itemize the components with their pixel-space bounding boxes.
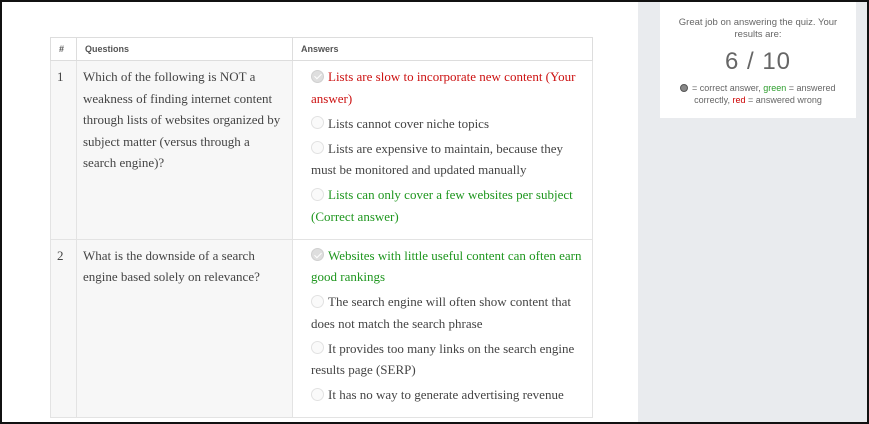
header-num: # [51,38,77,61]
answer-option [311,184,584,227]
results-message: Great job on answering the quiz. Your results are: [678,17,838,40]
answer-option [311,384,584,406]
answer-text: Lists are expensive to maintain, because they must be monitored and updated manually [311,140,564,177]
radio-empty-icon [311,116,324,129]
radio-checked-icon [311,248,324,261]
quiz-table [50,37,593,418]
legend [660,82,856,106]
question-text: What is the downside of a search engine based solely on relevance? [77,239,293,418]
question-number: 1 [51,61,77,240]
answer-option [311,245,584,288]
legend-green-word: green [763,83,787,93]
answer-option [311,291,584,334]
table-header-row [51,38,593,61]
results-card [660,2,856,118]
answer-option [311,338,584,381]
radio-empty-icon [311,295,324,308]
header-questions: Questions [77,38,293,61]
radio-empty-icon [311,388,324,401]
radio-empty-icon [311,341,324,354]
answer-text: It has no way to generate advertising revenue [328,387,564,402]
legend-green-text: = answered correctly, [694,83,836,105]
answer-text: Lists are slow to incorporate new content (Your answer) [311,69,576,106]
answers-cell [293,239,593,418]
answer-text: Lists cannot cover niche topics [328,115,490,131]
question-text: Which of the following is NOT a weakness of finding internet content through lists of websites organized by subject matter (versus through a search engine)? [77,61,293,240]
radio-dot-icon [680,84,688,92]
header-answers: Answers [293,38,593,61]
score: 6 / 10 [724,48,792,75]
answer-text: Websites with little useful content can often earn good rankings [311,247,582,284]
answer-option [311,66,584,109]
radio-empty-icon [311,141,324,154]
radio-empty-icon [311,188,324,201]
radio-checked-icon [311,70,324,83]
legend-dot-text: = correct answer, [691,83,761,93]
answers-cell [293,61,593,240]
question-number: 2 [51,239,77,418]
answer-option [311,138,584,181]
legend-red-word: red [732,95,746,105]
answer-option [311,113,584,135]
sidebar [638,2,867,422]
answer-text: Lists can only cover a few websites per subject (Correct answer) [311,187,573,224]
table-row [51,239,593,418]
legend-red-text: = answered wrong [748,95,822,105]
answer-text: The search engine will often show content that does not match the search phrase [311,294,571,331]
answer-text: It provides too many links on the search engine results page (SERP) [311,340,575,377]
table-row [51,61,593,240]
main-content [2,2,638,422]
